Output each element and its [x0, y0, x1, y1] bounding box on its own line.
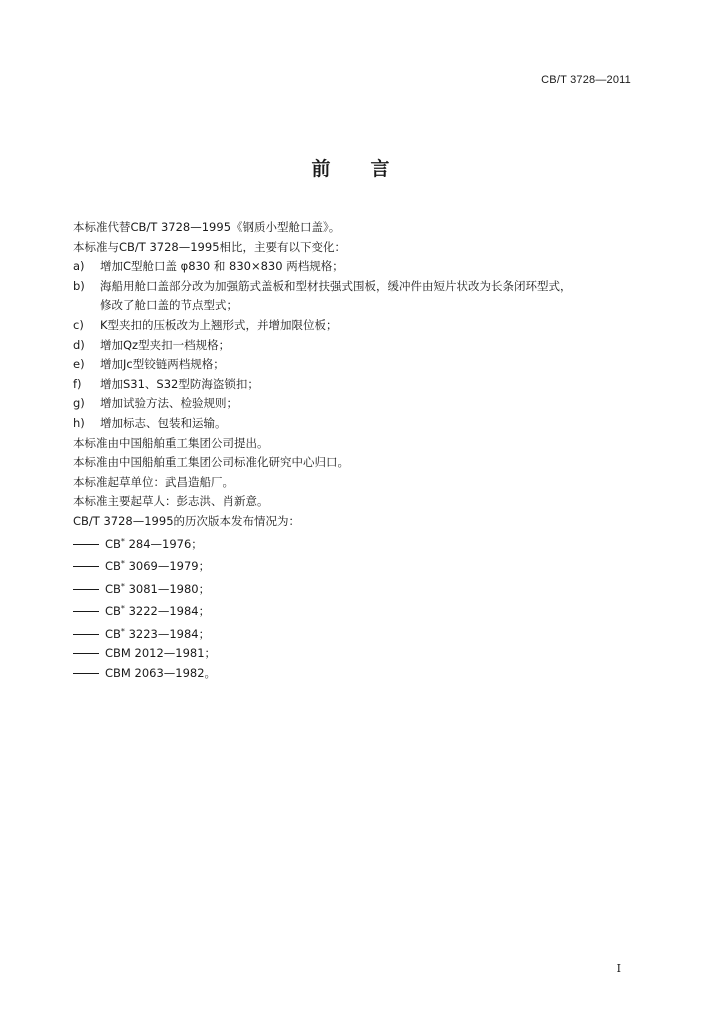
history-rest: 3069—1979；: [124, 559, 211, 574]
list-item: [73, 394, 638, 414]
history-rest: 3223—1984；: [124, 626, 211, 641]
history-rest: 3081—1980；: [124, 581, 211, 596]
list-text: 增加S31、S32型防海盗锁扣；: [100, 376, 259, 391]
history-superscript: *: [120, 536, 125, 546]
history-prefix: CBM 2063—1982。: [105, 666, 217, 681]
list-text: 增加Jc型铰链两档规格；: [100, 357, 225, 372]
paragraph: 本标准由中国船舶重工集团公司标准化研究中心归口。: [73, 455, 349, 470]
history-item: [73, 599, 638, 622]
history-prefix: CB: [105, 559, 121, 574]
history-prefix: CB: [105, 626, 121, 641]
paragraph: 本标准代替CB/T 3728—1995《钢质小型舱口盖》。: [73, 220, 341, 234]
list-marker: b): [73, 278, 85, 293]
list-text: 增加标志、包装和运输。: [100, 415, 227, 430]
list-marker: g): [73, 396, 85, 411]
list-text: 增加C型舱口盖 φ830 和 830×830 两档规格；: [100, 259, 344, 274]
list-marker: f): [73, 376, 82, 391]
history-prefix: CBM 2012—1981；: [105, 646, 217, 661]
paragraph: CB/T 3728—1995的历次版本发布情况为：: [73, 513, 301, 528]
list-marker: d): [73, 337, 85, 352]
list-marker: e): [73, 357, 85, 372]
list-marker: c): [73, 317, 84, 332]
list-text-continuation: 修改了舱口盖的节点型式；: [100, 298, 238, 313]
paragraph: 本标准由中国船舶重工集团公司提出。: [73, 435, 269, 450]
list-text: K型夹扣的压板改为上翘形式，并增加限位板；: [100, 317, 338, 332]
document-code: CB/T 3728—2011: [541, 74, 631, 86]
list-item: [73, 336, 638, 356]
history-superscript: *: [120, 581, 125, 591]
list-item: [73, 355, 638, 375]
history-prefix: CB: [105, 604, 121, 619]
em-dash: [73, 634, 99, 635]
history-prefix: CB: [105, 536, 121, 551]
history-superscript: *: [120, 559, 125, 569]
list-item: [73, 257, 638, 277]
history-rest: 3222—1984；: [124, 604, 211, 619]
history-item: [73, 622, 638, 645]
list-item: [73, 316, 638, 336]
paragraph: 本标准起草单位：武昌造船厂。: [73, 474, 234, 489]
em-dash: [73, 589, 99, 590]
history-prefix: CB: [105, 581, 121, 596]
list-text: 增加Qz型夹扣一档规格；: [100, 337, 231, 352]
em-dash: [73, 611, 99, 612]
em-dash: [73, 673, 99, 674]
page-number: I: [616, 962, 621, 975]
list-text: 海船用舱口盖部分改为加强筋式盖板和型材扶强式围板，缓冲件由短片状改为长条闭环型式，: [100, 278, 572, 293]
paragraph: 本标准主要起草人：彭志洪、肖新意。: [73, 494, 269, 509]
history-superscript: *: [120, 604, 125, 614]
history-item: [73, 532, 638, 555]
foreword-body: [73, 218, 638, 684]
paragraph: 本标准与CB/T 3728—1995相比，主要有以下变化：: [73, 239, 347, 254]
history-item: [73, 644, 638, 664]
history-item: [73, 577, 638, 600]
list-marker: h): [73, 415, 85, 430]
history-item: [73, 664, 638, 684]
page-title: 前言: [311, 158, 430, 180]
list-item: [73, 277, 638, 297]
em-dash: [73, 653, 99, 654]
em-dash: [73, 566, 99, 567]
history-item: [73, 554, 638, 577]
list-marker: a): [73, 259, 85, 274]
history-rest: 284—1976；: [124, 536, 203, 551]
list-text: 增加试验方法、检验规则；: [100, 396, 238, 411]
history-superscript: *: [120, 626, 125, 636]
list-item: [73, 414, 638, 434]
em-dash: [73, 544, 99, 545]
list-item: [73, 375, 638, 395]
